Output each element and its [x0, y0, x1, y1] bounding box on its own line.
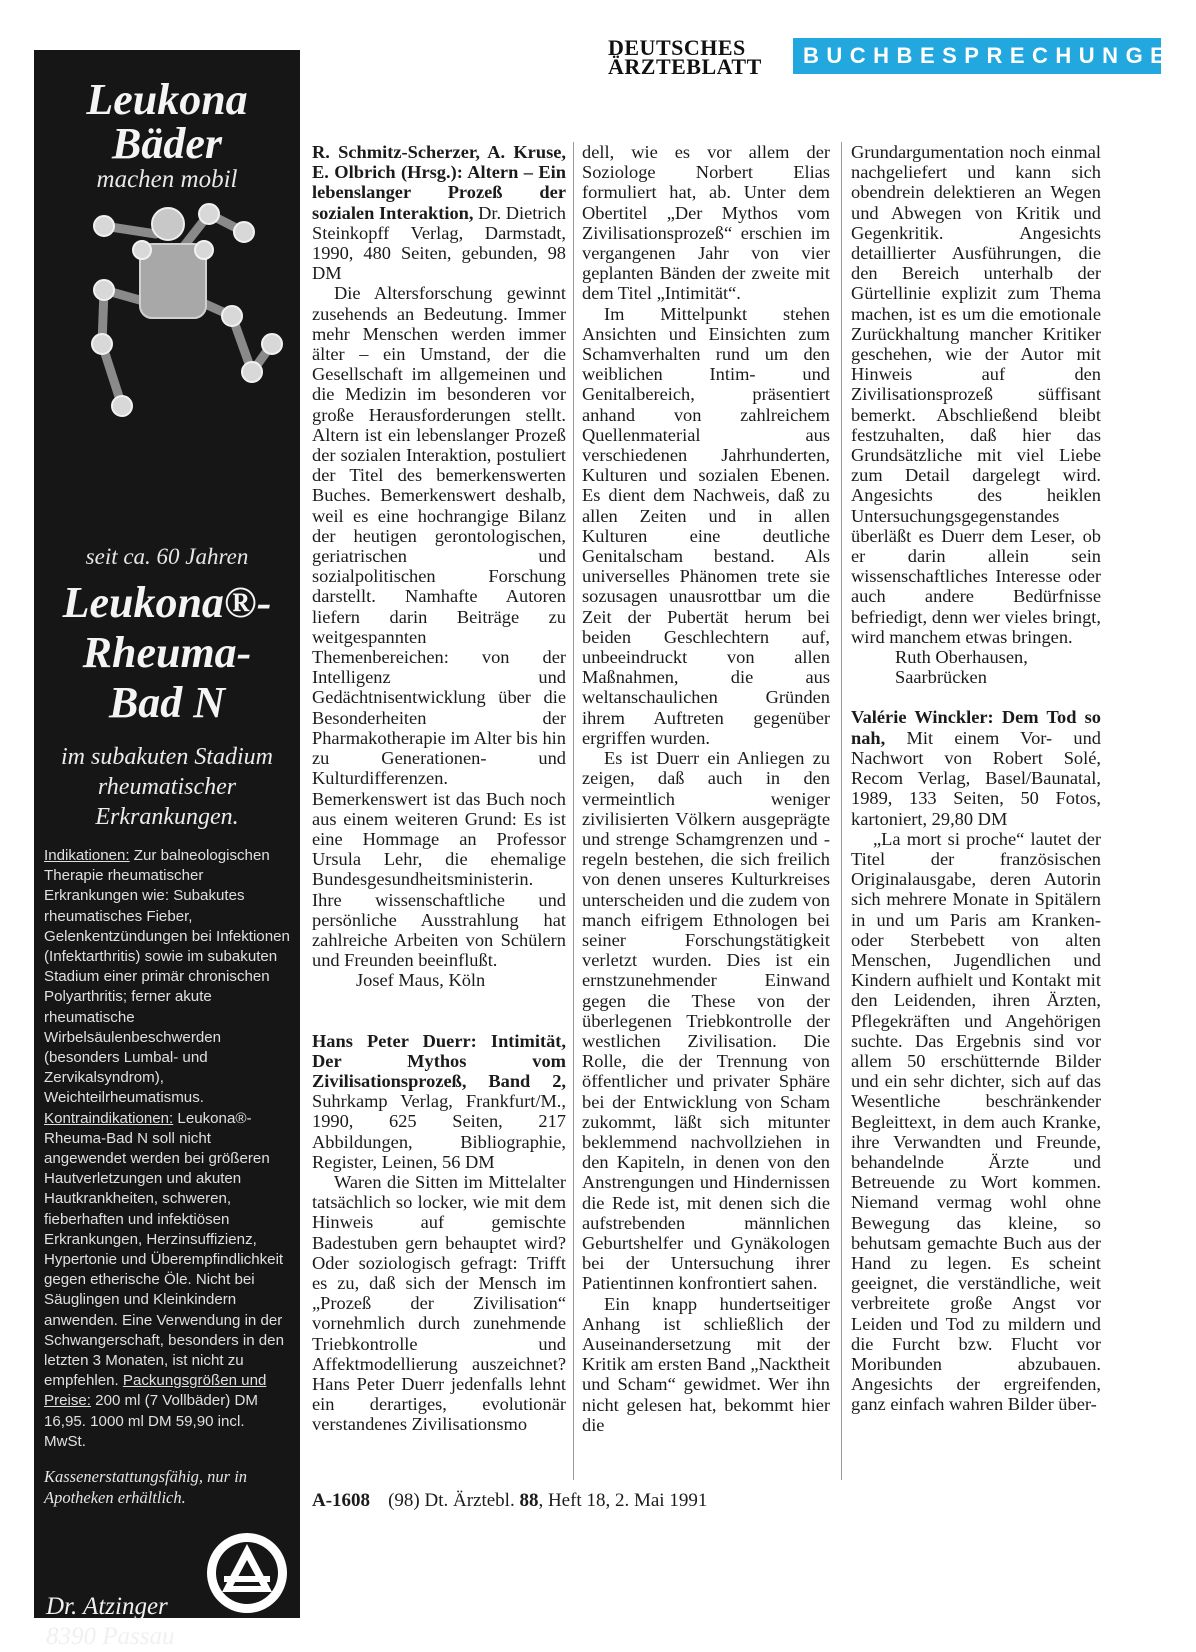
review1-heading-title: R. Schmitz-Scherzer, A. Kruse, E. Olbrich (Hrsg.): Altern – Ein lebenslanger Prozeß der sozialen Interaktion,	[312, 142, 566, 223]
review1-body: Die Altersforschung gewinnt zusehends an Bedeutung. Immer mehr Menschen werden immer älter – ein Umstand, der die Gesellschaft im allgemeinen und die Medizin im besonderen vor große Herausforderungen stellt. Altern ist ein lebenslanger Prozeß der sozialen Interaktion, postuliert der Titel des bemerkenswerten Buches. Bemerkenswert deshalb, weil es eine hochrangige Bilanz der heutigen gerontologischen, geriatrischen und sozialpolitischen Forschung darstellt. Namhafte Autoren liefern darin Beiträge zu weitgespannten Themenbereichen: von der Intelligenz und Gedächtnisentwicklung über die Besonderheiten der Pharmakotherapie im Alter bis hin zu Generationen- und Kulturdifferenzen. Bemerkenswert ist das Buch noch aus einem weiteren Grund: Es ist eine Hommage an Professor Ursula Lehr, die ehemalige Bundesgesundheitsministerin. Ihre wissenschaftliche und persönliche Ausstrahlung hat zahlreiche Arbeiten von Schülern und Freunden beeinflußt.	[312, 283, 566, 971]
company-logo-icon	[204, 1530, 290, 1616]
ad-stage-line2: rheumatischer	[97, 774, 237, 800]
column-2	[582, 142, 830, 1435]
ad-product-line1: Leukona®-	[62, 578, 272, 627]
review2-paragraph-4-start: Ein knapp hundertseitiger Anhang ist schließlich der Auseinandersetzung mit der Kritik am ersten Band „Nacktheit und Scham“ gewidmet. Wer ihn nicht gelesen hat, bekommt hier die	[582, 1293, 830, 1435]
review2-paragraph-3: Es ist Duerr ein Anliegen zu zeigen, daß auch in den vermeintlich weniger zivilisierten Völkern ausgeprägte und strenge Schamgrenzen und -regeln bestehen, die sich freilich von denen unseres Kulturkreises unterscheiden und die zudem von manch eifrigem Ethnologen bei seiner Forschungstätigkeit verletzt wurden. Dies ist ein ernstzunehmender Einwand gegen die These von der überlegenen Triebkontrolle der westlichen Zivilisation. Die Rolle, die der Trennung von öffentlicher und privater Sphäre bei der Entwicklung von Scham zukommt, läßt sich mitunter beklemmend nachvollziehen in den Kapiteln, in denen von den Anstrengungen und Hindernissen die Rede ist, mit denen sich die aufstrebenden männlichen Geburtshelfer und Gynäkologen bei der Untersuchung ihrer Patientinnen konfrontiert sahen.	[582, 748, 830, 1294]
column-1	[312, 142, 566, 1435]
page-number: A-1608	[312, 1490, 371, 1511]
review2-heading-details: Suhrkamp Verlag, Frankfurt/M., 1990, 625 Seiten, 217 Abbildungen, Bibliographie, Register, Leinen, 56 DM	[312, 1091, 566, 1172]
ad-note: Kassenerstattungsfähig, nur in Apotheken erhältlich.	[44, 1467, 248, 1508]
column-3	[851, 142, 1101, 1415]
volume-number: 88	[519, 1490, 539, 1511]
ad-stage-line3: Erkrankungen.	[95, 804, 239, 830]
ad-indication-text: Zur balneologischen Therapie rheumatischer Erkrankungen wie: Subakutes rheumatisches Fieber, Gelenkentzündungen bei Infektionen (Infektarthritis) sowie im subakuten Stadium einer primär chronischen Polyarthritis; ferner akute rheumatische Wirbelsäulenbeschwerden (besonders Lumbal- und Zervikalsyndrom), Weichteilrheumatismus.	[44, 847, 290, 1107]
review2-paragraph-1-end: dell, wie es vor allem der Soziologe Norbert Elias formuliert hat, ab. Unter dem Obertitel „Der Mythos vom Zivilisationsprozeß“ erschien im vergangenen Jahr von vier geplanten Bänden der zweite mit dem Titel „Intimität“.	[582, 142, 830, 304]
review1-heading-details: Dr. Dietrich Steinkopff Verlag, Darmstadt, 1990, 480 Seiten, gebunden, 98 DM	[312, 202, 566, 284]
ad-since: seit ca. 60 Jahren	[85, 544, 249, 569]
ad-stage-line1: im subakuten Stadium	[61, 744, 273, 770]
ad-title-line2: Bäder	[112, 119, 222, 168]
review3-heading-title: Valérie Winckler: Dem Tod so nah,	[851, 707, 1101, 748]
masthead-line1: DEUTSCHES	[608, 35, 746, 60]
review2-author-line2: Saarbrücken	[895, 667, 987, 688]
ad-fine-print	[34, 846, 300, 1452]
jointed-figure-illustration	[34, 194, 300, 452]
review2-heading-title: Hans Peter Duerr: Intimität, Der Mythos vom Zivilisationsprozeß, Band 2,	[312, 1030, 566, 1091]
review1-author: Josef Maus, Köln	[356, 970, 486, 991]
review1-heading	[312, 142, 566, 283]
masthead	[608, 35, 784, 79]
review3-body: „La mort si proche“ lautet der Titel der französischen Originalausgabe, deren Autorin sich mehrere Monate in Spitälern in und um Paris am Kranken- oder Sterbebett von alten Menschen, Jugendlichen und Kindern aufhielt und Kontakt mit den Leidenden, ihren Ärzten, Pflegekräften und Angehörigen suchte. Das Ergebnis sind vor allem 50 erschütternde Bilder und ein sehr dichter, sich auf das Wesentliche beschränkender Begleittext, in dem auch Kranke, ihre Verwandten und Freunde, behandelnde Ärzte und Betreuende zu Wort kommen. Niemand vermag wohl ohne Bewegung das kleine, so behutsam gemachte Buch aus der Hand zu legen. Es scheint geeignet, die verständliche, weit verbreitete große Angst vor Leiden und Tod zu mildern und die Furcht bzw. Flucht vor Moribunden abzubauen. Angesichts der ergreifenden, ganz einfach wahren Bilder über-	[851, 828, 1101, 1415]
review2-paragraph-1-start: Waren die Sitten im Mittelalter tatsächlich so locker, wie mit dem Hinweis auf gemischte Badestuben gern behauptet wird? Oder soziologisch gefragt: Trifft es zu, daß sich der Mensch im „Prozeß der Zivilisation“ vornehmlich durch zunehmende Triebkontrolle und Affektmodellierung auszeichnet? Hans Peter Duerr jedenfalls lehnt ein derartiges, evolutionär verstandenes Zivilisationsmo	[312, 1171, 566, 1435]
citation-prefix: (98) Dt. Ärztebl.	[388, 1490, 520, 1511]
ad-company-line1: Dr. Atzinger	[46, 1593, 168, 1621]
masthead-line2: ÄRZTEBLATT	[608, 54, 762, 79]
section-tag: BUCHBESPRECHUNGEN	[793, 38, 1161, 74]
ad-pack-text: 200 ml (7 Vollbäder) DM 16,95. 1000 ml DM 59,90 incl. MwSt.	[44, 1392, 258, 1450]
review3-heading	[851, 707, 1101, 828]
ad-company-line2: 8390 Passau	[46, 1623, 175, 1651]
review2-paragraph-2: Im Mittelpunkt stehen Ansichten und Einsichten zum Schamverhalten rund um den weiblichen Intim- und Genitalbereich, präsentiert anhand von zahlreichem Quellenmaterial aus verschiedenen Jahrhunderten, Kulturen und sozialen Ebenen. Es dient dem Nachweis, daß zu allen Zeiten und in allen Kulturen eine deutliche Genitalscham bestand. Als universelles Phänomen trete sie sozusagen unausrottbar um die Zeit der Pubertät herum bei beiden Geschlechtern auf, unbeeindruckt von allen Maßnahmen, die aus weltanschaulichen Gründen ihrem Auftreten gegenüber ergriffen wurden.	[582, 303, 830, 748]
review2-author-line1: Ruth Oberhausen,	[895, 647, 1028, 668]
page-footer	[312, 1490, 707, 1512]
citation-suffix: , Heft 18, 2. Mai 1991	[538, 1490, 708, 1511]
ad-contraindication-text: Leukona®-Rheuma-Bad N soll nicht angewendet werden bei größeren Hautverletzungen und akuten Hautkrankheiten, schweren, fieberhaften und infektiösen Erkrankungen, Herzinsuffizienz, Hypertonie und Überempfindlichkeit gegen etherische Öle. Nicht bei Säuglingen und Kleinkindern anwenden. Eine Verwendung in der Schwangerschaft, besonders in den letzten 3 Monaten, ist nicht zu empfehlen.	[44, 1109, 284, 1390]
ad-title-line1: Leukona	[86, 75, 248, 124]
review2-paragraph-4-end: Grundargumentation noch einmal nachgeliefert und kann sich obendrein delektieren an Wegen und Abwegen von Kritik und Gegenkritik. Angesichts detaillierter Ausführungen, die den Bereich unterhalb der Gürtellinie explizit zum Thema machen, ist es um die emotionale Zurückhaltung mancher Kritiker geschehen, wie der Autor mit Hinweis auf den Zivilisationsprozeß süffisant bemerkt. Abschließend bleibt festzuhalten, daß hier das Grundsätzliche mit viel Liebe zum Detail dargelegt wird. Angesichts des heiklen Untersuchungsgegenstandes überläßt es Duerr dem Leser, ob er darin allein sein wissenschaftliches Interesse oder auch andere Bedürfnisse befriedigt, denn wer vieles bringt, wird manchem etwas bringen.	[851, 142, 1101, 647]
ad-product-line2: Rheuma-	[82, 628, 252, 677]
ad-subtitle: machen mobil	[96, 166, 238, 193]
review3-heading-details: Mit einem Vor- und Nachwort von Robert Solé, Recom Verlag, Basel/Baunatal, 1989, 133 Seiten, 50 Fotos, kartoniert, 29,80 DM	[851, 727, 1101, 829]
column-rule-2	[841, 142, 842, 1480]
ad-pack-label: Packungsgrößen und Preise:	[44, 1372, 267, 1410]
review2-heading	[312, 1031, 566, 1172]
column-rule-1	[573, 142, 574, 1480]
ad-contraindication-label: Kontraindikationen:	[44, 1109, 174, 1127]
ad-product-line3: Bad N	[108, 678, 226, 727]
ad-indication-label: Indikationen:	[44, 847, 130, 864]
advertisement	[34, 50, 300, 1651]
